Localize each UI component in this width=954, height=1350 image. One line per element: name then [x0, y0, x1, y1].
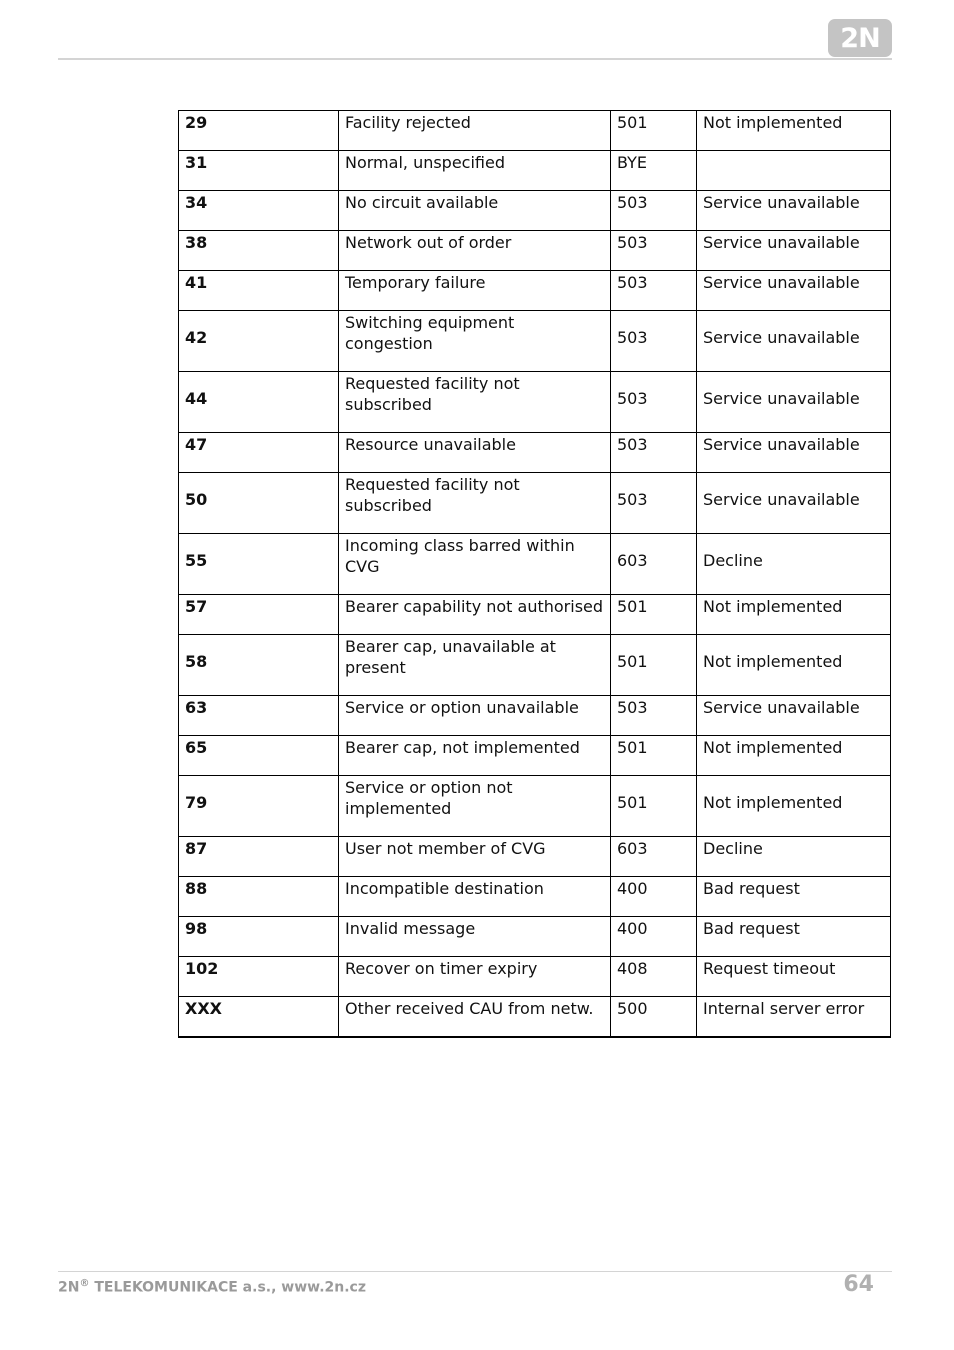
- brand-logo: 2N: [828, 19, 892, 57]
- cell-isdn-code: XXX: [179, 997, 339, 1038]
- cell-isdn-code: 58: [179, 635, 339, 696]
- cell-isdn-code: 88: [179, 877, 339, 917]
- cell-cause-description: Service or option not implemented: [339, 776, 611, 837]
- cell-sip-meaning: Service unavailable: [697, 372, 891, 433]
- cell-sip-code: 500: [611, 997, 697, 1038]
- table-row: [179, 191, 891, 231]
- cell-isdn-code: 79: [179, 776, 339, 837]
- table-row: [179, 271, 891, 311]
- cell-sip-meaning: Not implemented: [697, 111, 891, 151]
- table-row: [179, 736, 891, 776]
- cell-sip-code: BYE: [611, 151, 697, 191]
- cell-cause-description: Invalid message: [339, 917, 611, 957]
- cell-sip-meaning: Service unavailable: [697, 311, 891, 372]
- table-row: [179, 696, 891, 736]
- cell-isdn-code: 41: [179, 271, 339, 311]
- cell-isdn-code: 38: [179, 231, 339, 271]
- cell-cause-description: Facility rejected: [339, 111, 611, 151]
- cell-cause-description: Switching equipment congestion: [339, 311, 611, 372]
- cell-sip-code: 503: [611, 372, 697, 433]
- cell-cause-description: Requested facility not subscribed: [339, 372, 611, 433]
- cell-sip-code: 501: [611, 776, 697, 837]
- cell-cause-description: Network out of order: [339, 231, 611, 271]
- table-row: [179, 997, 891, 1038]
- table-row: [179, 231, 891, 271]
- cause-code-table: [178, 110, 891, 1038]
- cell-sip-code: 503: [611, 231, 697, 271]
- cell-sip-meaning: Decline: [697, 534, 891, 595]
- cell-cause-description: User not member of CVG: [339, 837, 611, 877]
- cell-isdn-code: 47: [179, 433, 339, 473]
- cell-sip-code: 408: [611, 957, 697, 997]
- cell-sip-code: 501: [611, 111, 697, 151]
- cell-sip-code: 501: [611, 736, 697, 776]
- table-row: [179, 473, 891, 534]
- footer-company: [58, 1278, 366, 1296]
- cell-sip-meaning: Bad request: [697, 917, 891, 957]
- table-body: [179, 111, 891, 1038]
- cell-cause-description: Other received CAU from netw.: [339, 997, 611, 1038]
- table-row: [179, 311, 891, 372]
- table-row: [179, 957, 891, 997]
- cell-cause-description: Temporary failure: [339, 271, 611, 311]
- cell-isdn-code: 102: [179, 957, 339, 997]
- cell-sip-code: 501: [611, 635, 697, 696]
- cell-sip-meaning: Service unavailable: [697, 191, 891, 231]
- cell-isdn-code: 50: [179, 473, 339, 534]
- cell-sip-code: 503: [611, 311, 697, 372]
- cell-sip-code: 603: [611, 837, 697, 877]
- cell-sip-meaning: Not implemented: [697, 595, 891, 635]
- header-divider: [58, 58, 892, 60]
- registered-mark: ®: [79, 1278, 90, 1289]
- cell-sip-meaning: Service unavailable: [697, 231, 891, 271]
- cell-sip-meaning: Internal server error: [697, 997, 891, 1038]
- cell-isdn-code: 87: [179, 837, 339, 877]
- table-row: [179, 111, 891, 151]
- cell-sip-code: 503: [611, 191, 697, 231]
- cell-isdn-code: 65: [179, 736, 339, 776]
- footer-company-name: TELEKOMUNIKACE a.s., www.2n.cz: [89, 1279, 366, 1296]
- cell-sip-meaning: Service unavailable: [697, 433, 891, 473]
- cell-cause-description: No circuit available: [339, 191, 611, 231]
- cell-sip-meaning: Decline: [697, 837, 891, 877]
- cell-sip-code: 503: [611, 473, 697, 534]
- table-row: [179, 877, 891, 917]
- cell-sip-code: 503: [611, 271, 697, 311]
- cell-cause-description: Normal, unspecified: [339, 151, 611, 191]
- cell-sip-code: 503: [611, 696, 697, 736]
- cell-cause-description: Recover on timer expiry: [339, 957, 611, 997]
- cell-isdn-code: 63: [179, 696, 339, 736]
- cell-isdn-code: 44: [179, 372, 339, 433]
- cell-sip-meaning: Service unavailable: [697, 696, 891, 736]
- table-row: [179, 917, 891, 957]
- cell-sip-meaning: Request timeout: [697, 957, 891, 997]
- cell-cause-description: Incompatible destination: [339, 877, 611, 917]
- cell-cause-description: Requested facility not subscribed: [339, 473, 611, 534]
- footer-divider: [58, 1271, 892, 1272]
- cell-isdn-code: 57: [179, 595, 339, 635]
- cell-cause-description: Incoming class barred within CVG: [339, 534, 611, 595]
- footer-brand: 2N: [58, 1279, 80, 1296]
- table-row: [179, 595, 891, 635]
- cell-sip-meaning: Not implemented: [697, 776, 891, 837]
- cell-sip-meaning: Service unavailable: [697, 473, 891, 534]
- cell-sip-meaning: Not implemented: [697, 736, 891, 776]
- cell-cause-description: Bearer capability not authorised: [339, 595, 611, 635]
- cell-isdn-code: 34: [179, 191, 339, 231]
- cell-sip-code: 400: [611, 917, 697, 957]
- cell-cause-description: Resource unavailable: [339, 433, 611, 473]
- table-row: [179, 776, 891, 837]
- cell-isdn-code: 55: [179, 534, 339, 595]
- cell-sip-code: 603: [611, 534, 697, 595]
- table-row: [179, 151, 891, 191]
- table-row: [179, 534, 891, 595]
- table-row: [179, 837, 891, 877]
- page-number: 64: [843, 1272, 874, 1297]
- cell-cause-description: Bearer cap, not implemented: [339, 736, 611, 776]
- cell-isdn-code: 29: [179, 111, 339, 151]
- table-row: [179, 372, 891, 433]
- table-row: [179, 635, 891, 696]
- cell-sip-meaning: Bad request: [697, 877, 891, 917]
- cell-sip-code: 503: [611, 433, 697, 473]
- cell-sip-meaning: Not implemented: [697, 635, 891, 696]
- cell-isdn-code: 31: [179, 151, 339, 191]
- cell-sip-meaning: [697, 151, 891, 191]
- table-row: [179, 433, 891, 473]
- cell-sip-code: 501: [611, 595, 697, 635]
- cell-isdn-code: 42: [179, 311, 339, 372]
- cell-cause-description: Bearer cap, unavailable at present: [339, 635, 611, 696]
- cell-isdn-code: 98: [179, 917, 339, 957]
- cell-cause-description: Service or option unavailable: [339, 696, 611, 736]
- cell-sip-code: 400: [611, 877, 697, 917]
- cell-sip-meaning: Service unavailable: [697, 271, 891, 311]
